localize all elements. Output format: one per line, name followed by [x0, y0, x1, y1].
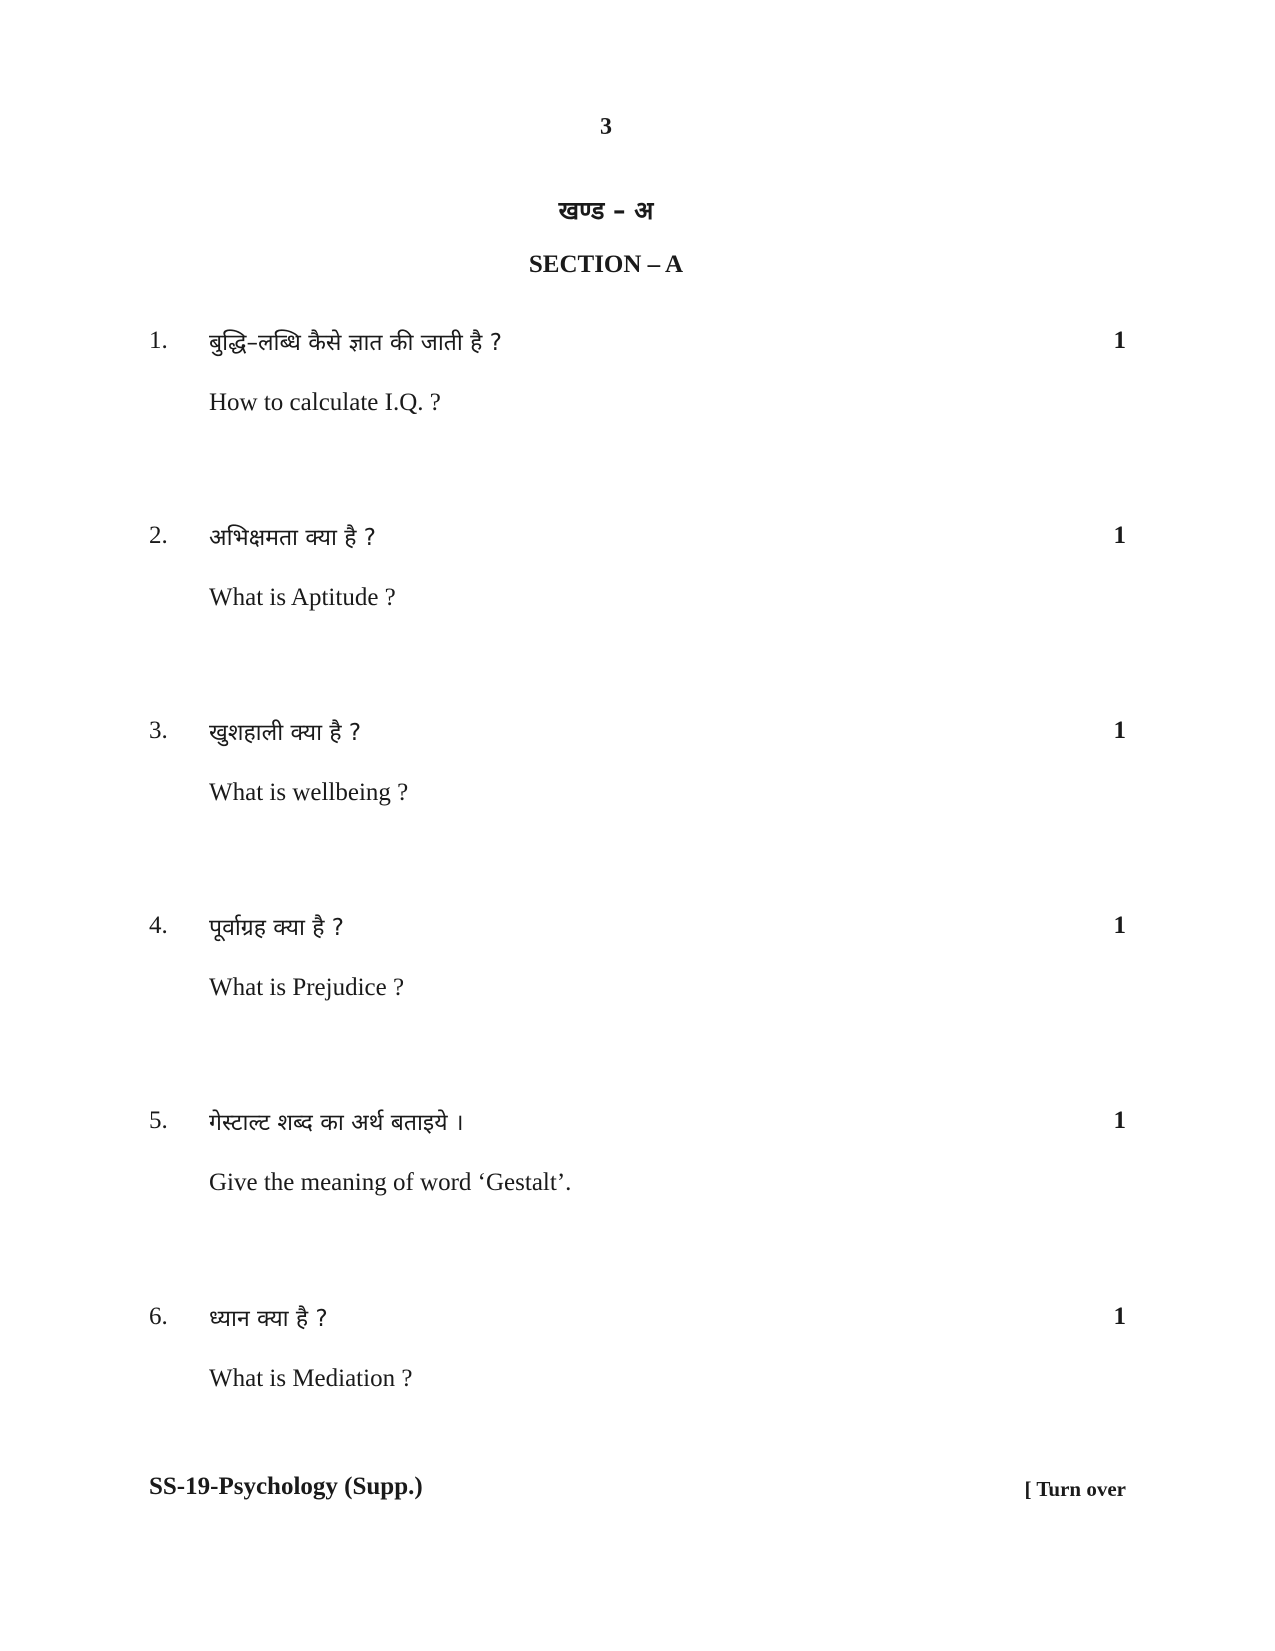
question-text-hindi: बुद्धि–लब्धि कैसे ज्ञात की जाती है ? — [209, 330, 502, 356]
question-text-hindi: पूर्वाग्रह क्या है ? — [209, 915, 344, 941]
question-number: 1. — [149, 327, 168, 354]
question-marks: 1 — [1113, 1107, 1126, 1134]
question-number: 4. — [149, 912, 168, 939]
question-item — [0, 912, 1275, 1052]
question-item — [0, 717, 1275, 857]
question-text-hindi: खुशहाली क्या है ? — [209, 720, 362, 746]
question-text-english: Give the meaning of word ‘Gestalt’. — [209, 1169, 572, 1196]
question-marks: 1 — [1113, 717, 1126, 744]
question-item — [0, 1303, 1275, 1443]
section-heading-english: SECTION – A — [528, 251, 684, 278]
question-item — [0, 1107, 1275, 1247]
question-text-english: How to calculate I.Q. ? — [209, 389, 441, 416]
question-item — [0, 522, 1275, 662]
page-number: 3 — [600, 114, 612, 140]
question-marks: 1 — [1113, 327, 1126, 354]
question-text-hindi: गेस्टाल्ट शब्द का अर्थ बताइये । — [209, 1110, 464, 1136]
question-text-hindi: ध्यान क्या है ? — [209, 1306, 328, 1332]
question-number: 6. — [149, 1303, 168, 1330]
paper-code: SS-19-Psychology (Supp.) — [149, 1473, 423, 1500]
question-number: 5. — [149, 1107, 168, 1134]
section-heading-hindi: खण्ड – अ — [558, 196, 654, 225]
question-marks: 1 — [1113, 912, 1126, 939]
question-text-english: What is Aptitude ? — [209, 584, 396, 611]
question-number: 3. — [149, 717, 168, 744]
question-text-hindi: अभिक्षमता क्या है ? — [209, 525, 376, 551]
question-text-english: What is Mediation ? — [209, 1365, 413, 1392]
question-text-english: What is Prejudice ? — [209, 974, 405, 1001]
question-item — [0, 327, 1275, 467]
question-number: 2. — [149, 522, 168, 549]
question-marks: 1 — [1113, 1303, 1126, 1330]
question-text-english: What is wellbeing ? — [209, 779, 409, 806]
turn-over-note: [ Turn over — [1024, 1477, 1126, 1501]
question-marks: 1 — [1113, 522, 1126, 549]
